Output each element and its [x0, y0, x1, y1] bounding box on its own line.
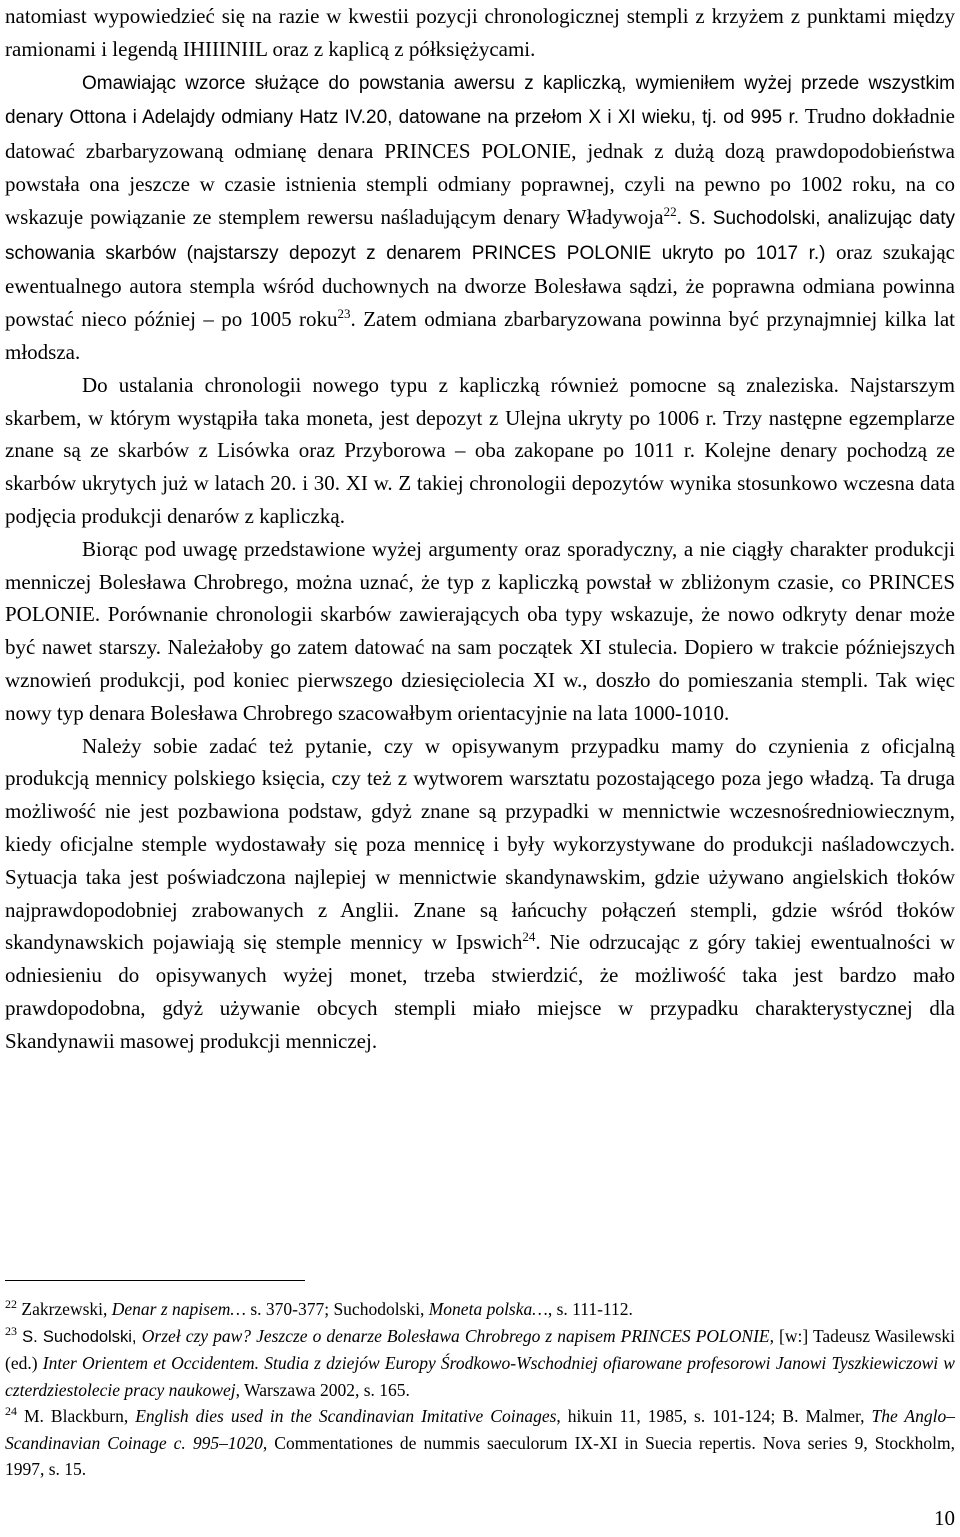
- paragraph-2-text-d: Suchodolski, analizując daty schowania skarbów (najstarszy depozyt z denarem PRINCES POLONIE ukryto po 1017 r.): [5, 207, 955, 264]
- footnote-title: English dies used in the Scandinavian Imitative Coinages: [135, 1406, 557, 1426]
- paragraph-2-text-c: . S.: [676, 204, 706, 229]
- footnote-text: s. 370-377; Suchodolski,: [245, 1299, 429, 1319]
- paragraph-5: [5, 730, 955, 1058]
- footnote-ref-23[interactable]: 23: [337, 306, 351, 322]
- footnote-title: Denar z napisem…: [111, 1299, 246, 1319]
- paragraph-5-text-b: . Nie odrzucając z góry takiej ewentualności w odniesieniu do opisywanych wyżej monet, trzeba stwierdzić, że możliwość taka jest bardzo mało prawdopodobna, gdyż używanie obcych stempli miało miejsce w przypadku charakterystycznej dla Skandynawii masowej produkcji menniczej.: [5, 930, 955, 1053]
- page-number: 10: [934, 1506, 955, 1530]
- footnote-24: [5, 1403, 955, 1483]
- footnote-text: , Commentationes de nummis saeculorum IX-XI in Suecia repertis. Nova series 9, Stockholm, 1997, s. 15.: [5, 1432, 955, 1479]
- footnote-22: [5, 1296, 955, 1323]
- footnote-text: , hikuin 11, 1985, s. 101-124; B. Malmer,: [556, 1406, 872, 1426]
- footnotes: [5, 1296, 955, 1483]
- paragraph-3: [5, 369, 955, 533]
- paragraph-1-text: natomiast wypowiedzieć się na razie w kwestii pozycji chronologicznej stempli z krzyżem z punktami między ramionami i legendą IHIIINIIL oraz z kaplicą z półksiężycami.: [5, 4, 955, 61]
- paragraph-1: [5, 0, 955, 66]
- footnote-ref-22[interactable]: 22: [663, 203, 677, 219]
- footnote-number: 22: [5, 1297, 17, 1312]
- paragraph-3-text: Do ustalania chronologii nowego typu z kapliczką również pomocne są znaleziska. Najstarszym skarbem, w którym wystąpiła taka moneta, jest depozyt z Ulejna ukryty po 1006 r. Trzy następne egzemplarze znane są ze skarbów z Lisówka oraz Przyborowa – oba zakopane po 1011 r. Kolejne denary pochodzą ze skarbów ukrytych już w latach 20. i 30. XI w. Z takiej chronologii depozytów wynika stosunkowo wczesna data podjęcia produkcji denarów z kapliczką.: [5, 372, 955, 528]
- paragraph-2: [5, 66, 955, 369]
- paragraph-2-text-a: Omawiając wzorce służące do powstania awersu z kapliczką, wymieniłem wyżej przede wszystkim denary Ottona i Adelajdy odmiany Hatz IV.20, datowane na przełom X i XI wieku, tj. od 995 r.: [5, 72, 955, 129]
- footnote-23: [5, 1323, 955, 1404]
- document-body: [5, 0, 955, 1058]
- footnote-text: S. Suchodolski,: [22, 1327, 142, 1346]
- footnote-text: Zakrzewski,: [21, 1299, 112, 1319]
- footnote-ref-24[interactable]: 24: [522, 929, 536, 945]
- paragraph-2-text-f: . Zatem odmiana zbarbaryzowana powinna być przynajmniej kilka lat młodsza.: [5, 307, 955, 364]
- footnote-text: , Warszawa 2002, s. 165.: [235, 1379, 410, 1400]
- paragraph-2-text-e: oraz szukając ewentualnego autora stempla wśród duchownych na dworze Bolesława sądzi, że poprawna odmiana powinna powstać nieco później – po 1005 roku: [5, 239, 955, 332]
- footnote-title: The Anglo–Scandinavian Coinage c. 995–1020: [5, 1406, 955, 1453]
- footnote-title: Orzeł czy paw? Jeszcze o denarze Bolesława Chrobrego z napisem PRINCES POLONIE: [141, 1325, 770, 1346]
- paragraph-4: [5, 533, 955, 730]
- footnote-separator: [5, 1280, 305, 1281]
- footnote-text: , s. 111-112.: [547, 1299, 633, 1319]
- footnote-text: , [w:] Tadeusz Wasilewski (ed.): [5, 1325, 956, 1373]
- footnote-number: 23: [5, 1323, 17, 1338]
- paragraph-4-text: Biorąc pod uwagę przedstawione wyżej argumenty oraz sporadyczny, a nie ciągły charakter produkcji menniczej Bolesława Chrobrego, można uznać, że typ z kapliczką powstał w zbliżonym czasie, co PRINCES POLONIE. Porównanie chronologii skarbów zawierających oba typy wskazuje, że nowo odkryty denar może być nawet starszy. Należałoby go zatem datować na sam początek XI stulecia. Dopiero w trakcie późniejszych wznowień produkcji, pod koniec pierwszego dziesięciolecia XI w., doszło do pomieszania stempli. Tak więc nowy typ denara Bolesława Chrobrego szacowałbym orientacyjnie na lata 1000-1010.: [5, 536, 955, 725]
- footnote-title: Moneta polska…: [428, 1299, 548, 1319]
- footnote-text: M. Blackburn,: [24, 1406, 136, 1426]
- footnote-title: Inter Orientem et Occidentem. Studia z dziejów Europy Środkowo-Wschodniej ofiarowane profesorowi Janowi Tyszkiewiczowi w czterdziestolecie pracy naukowej: [5, 1353, 955, 1400]
- footnote-number: 24: [5, 1404, 17, 1419]
- paragraph-5-text-a: Należy sobie zadać też pytanie, czy w opisywanym przypadku mamy do czynienia z oficjalną produkcją mennicy polskiego księcia, czy też z wytworem warsztatu pozostającego poza jego władzą. Ta druga możliwość nie jest pozbawiona podstaw, gdyż znane są przypadki w mennictwie wczesnośredniowiecznym, kiedy oficjalne stemple wydostawały się poza mennicę i były wykorzystywane do produkcji naśladowczych. Sytuacja taka jest poświadczona najlepiej w mennictwie skandynawskim, gdzie używano angielskich tłoków najprawdopodobniej zrabowanych z Anglii. Znane są łańcuchy połączeń stempli, gdzie wśród tłoków skandynawskich pojawiają się stemple mennicy w Ipswich: [5, 733, 955, 955]
- paragraph-2-text-b: Trudno dokładnie datować zbarbaryzowaną odmianę denara PRINCES POLONIE, jednak z dużą dozą prawdopodobieństwa powstała ona jeszcze w czasie istnienia stempli odmiany poprawnej, czyli na pewno po 1002 roku, na co wskazuje powiązanie ze stemplem rewersu naśladującym denary Władywoja: [5, 104, 955, 229]
